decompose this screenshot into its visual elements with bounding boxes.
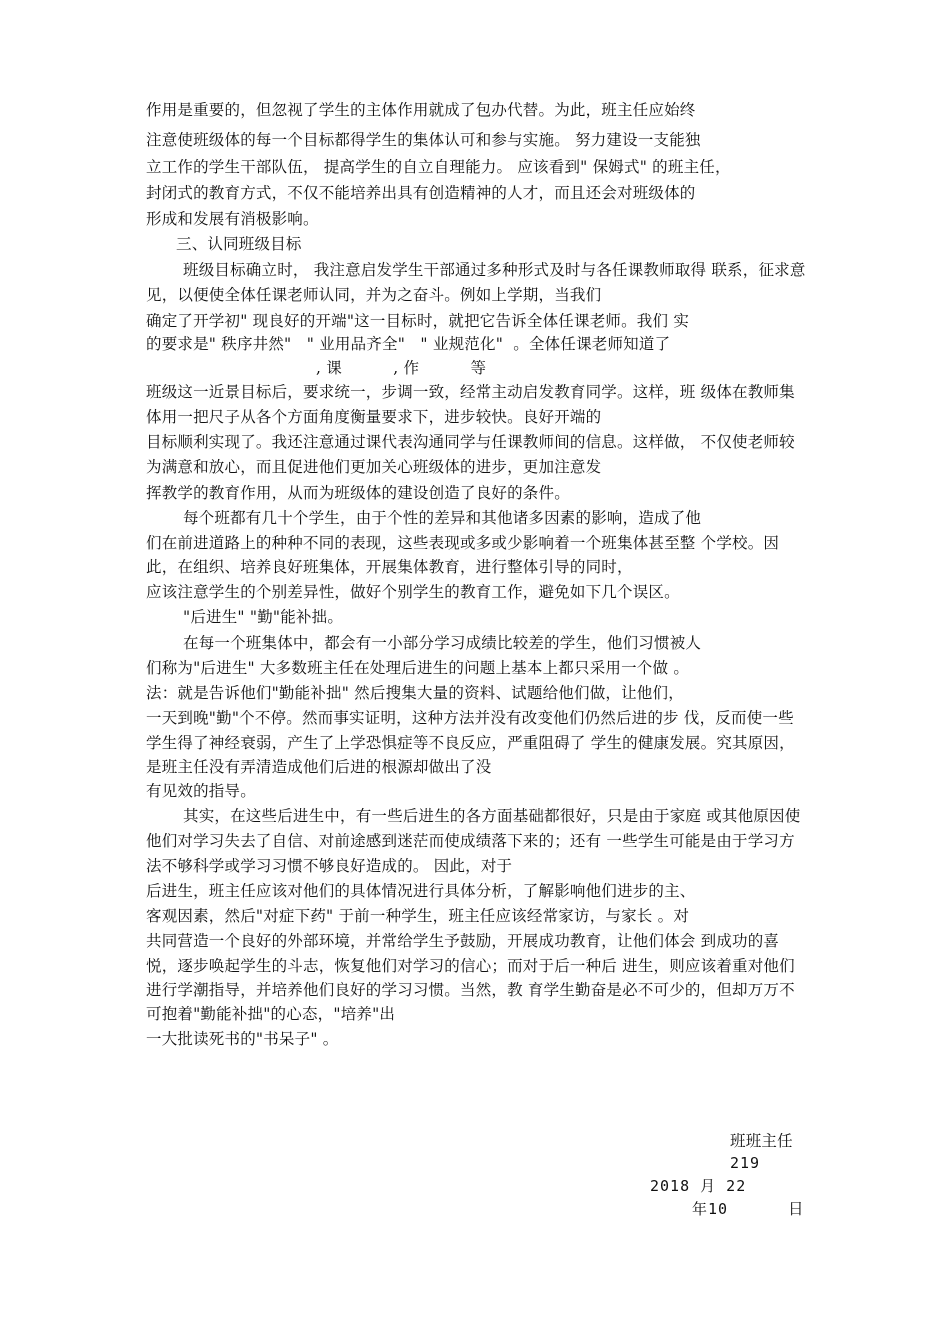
text-line: 见，以便使全体任课老师认同，并为之奋斗。例如上学期，当我们 [146,286,602,304]
text-line: 共同营造一个良好的外部环境，并常给学生予鼓励，开展成功教育，让他们体会 到成功的喜 [146,932,780,950]
signature-number: 219 [730,1154,761,1172]
text-line: 有见效的指导。 [146,782,256,800]
section-heading: 三、认同班级目标 [176,235,302,253]
signature-date-day: 日 [788,1200,804,1218]
text-line: 一天到晚"勤"个不停。然而事实证明，这种方法并没有改变他们仍然后进的步 伐，反而使一些 [146,709,794,727]
text-line: 班级这一近景目标后，要求统一，步调一致，经常主动启发教育同学。这样，班 级体在教师集 [146,383,795,401]
text-line: 他们对学习失去了自信、对前途感到迷茫而使成绩落下来的；还有 一些学生可能是由于学习方 [146,832,795,850]
subsection-heading: "后进生" "勤"能补拙。 [183,608,344,626]
text-line: 每个班都有几十个学生，由于个性的差异和其他诸多因素的影响，造成了他 [183,509,702,527]
text-line: 应该注意学生的个别差异性，做好个别学生的教育工作，避免如下几个误区。 [146,583,680,601]
text-line: 注意使班级体的每一个目标都得学生的集体认可和参与实施。 努力建设一支能独 [146,131,701,149]
text-line: 是班主任没有弄清造成他们后进的根源却做出了没 [146,758,492,776]
text-line: 此，在组织、培养良好班集体，开展集体教育，进行整体引导的同时， [146,558,633,576]
text-line: 为满意和放心，而且促进他们更加关心班级体的进步，更加注意发 [146,458,602,476]
text-line: 的要求是" 秩序井然" " 业用品齐全" " 业规范化" 。全体任课老师知道了 [146,335,671,353]
text-line: 法不够科学或学习习惯不够良好造成的。 因此，对于 [146,857,513,875]
text-line: 体用一把尺子从各个方面角度衡量要求下，进步较快。良好开端的 [146,408,602,426]
text-line: 封闭式的教育方式，不仅不能培养出具有创造精神的人才，而且还会对班级体的 [146,184,696,202]
text-line: 们在前进道路上的种种不同的表现，这些表现或多或少影响着一个班集体甚至整 个学校。因 [146,534,780,552]
text-line: 学生得了神经衰弱，产生了上学恐惧症等不良反应，严重阻碍了 学生的健康发展。究其原因， [146,734,795,752]
text-line: 法：就是告诉他们"勤能补拙" 然后搜集大量的资料、试题给他们做，让他们， [146,684,684,702]
text-line: 立工作的学生干部队伍， 提高学生的自立自理能力。 应该看到" 保姆式" 的班主任， [146,158,731,176]
text-line: 们称为"后进生" 大多数班主任在处理后进生的问题上基本上都只采用一个做 。 [146,659,690,677]
signature-title: 班班主任 [730,1132,793,1150]
text-line: 挥教学的教育作用，从而为班级体的建设创造了良好的条件。 [146,484,570,502]
signature-date-line: 2018 月 22 [650,1177,747,1195]
text-line: 形成和发展有消极影响。 [146,210,319,228]
text-line: 在每一个班集体中，都会有一小部分学习成绩比较差的学生，他们习惯被人 [183,634,702,652]
text-line: 悦，逐步唤起学生的斗志，恢复他们对学习的信心；而对于后一种后 进生，则应该着重对他们 [146,957,795,975]
text-line: 一大批读死书的"书呆子" 。 [146,1030,339,1048]
text-line: 其实，在这些后进生中，有一些后进生的各方面基础都很好，只是由于家庭 或其他原因使 [183,807,801,825]
text-line: , 课 , 作 等 [316,359,487,377]
text-line: 可抱着"勤能补拙"的心态，"培养"出 [146,1005,396,1023]
text-line: 作用是重要的，但忽视了学生的主体作用就成了包办代替。为此，班主任应始终 [146,101,696,119]
text-line: 班级目标确立时， 我注意启发学生干部通过多种形式及时与各任课教师取得 联系，征求意 [183,261,806,279]
text-line: 客观因素，然后"对症下药" 于前一种学生，班主任应该经常家访，与家长 。对 [146,907,690,925]
signature-date-year: 年10 [692,1200,729,1218]
text-line: 进行学潮指导，并培养他们良好的学习习惯。当然，教 育学生勤奋是必不可少的，但却万万不 [146,981,795,999]
text-line: 确定了开学初" 现良好的开端"这一目标时，就把它告诉全体任课老师。我们 实 [146,312,690,330]
text-line: 目标顺利实现了。我还注意通过课代表沟通同学与任课教师间的信息。这样做， 不仅使老师较 [146,433,795,451]
text-line: 后进生，班主任应该对他们的具体情况进行具体分析，了解影响他们进步的主、 [146,882,696,900]
